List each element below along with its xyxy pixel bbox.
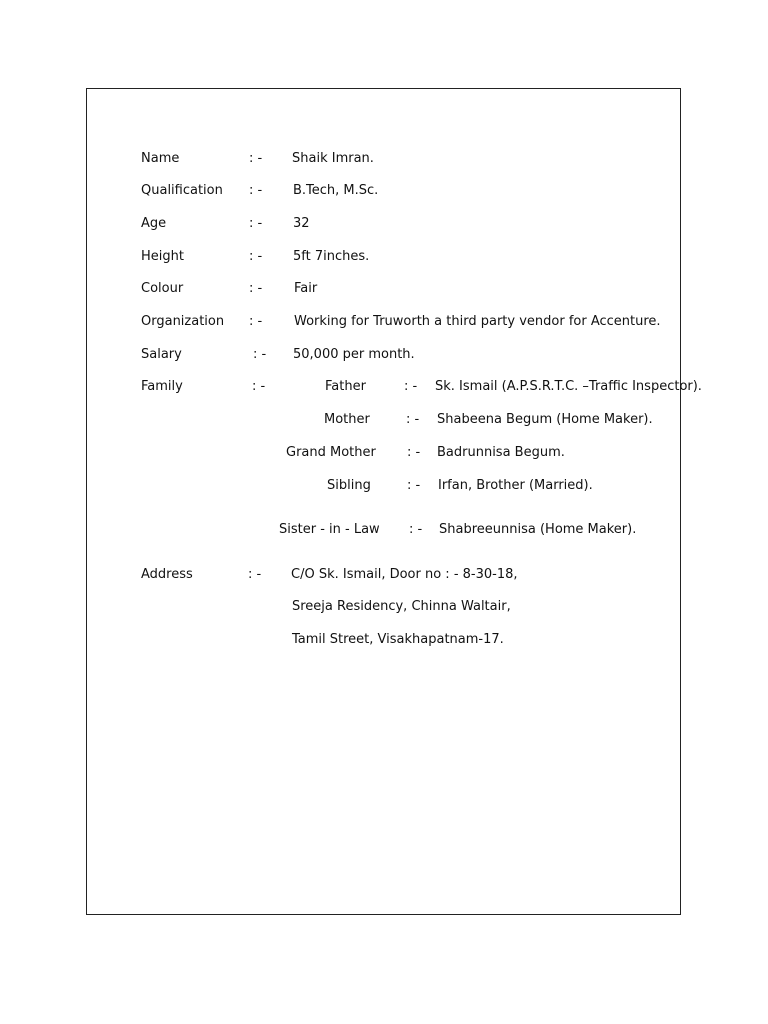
height-value: 5ft 7inches. <box>293 249 370 264</box>
salary-label: Salary <box>141 347 182 362</box>
family-father-value: Sk. Ismail (A.P.S.R.T.C. –Traffic Inspector). <box>435 379 702 394</box>
height-label: Height <box>141 249 184 264</box>
organization-separator: : - <box>249 314 263 329</box>
family-sibling-value: Irfan, Brother (Married). <box>438 478 593 493</box>
qualification-separator: : - <box>249 183 263 198</box>
organization-value: Working for Truworth a third party vendor for Accenture. <box>294 314 661 329</box>
colour-value: Fair <box>294 281 318 296</box>
name-label: Name <box>141 151 180 166</box>
height-separator: : - <box>249 249 263 264</box>
name-separator: : - <box>249 151 263 166</box>
family-father-separator: : - <box>404 379 418 394</box>
family-grandmother-separator: : - <box>407 445 421 460</box>
age-label: Age <box>141 216 167 231</box>
address-label: Address <box>141 567 193 582</box>
family-mother-relation: Mother <box>324 412 370 427</box>
family-sister-in-law-relation: Sister - in - Law <box>279 522 380 537</box>
salary-value: 50,000 per month. <box>293 347 415 362</box>
family-father-relation: Father <box>325 379 366 394</box>
organization-label: Organization <box>141 314 225 329</box>
family-label: Family <box>141 379 183 394</box>
qualification-value: B.Tech, M.Sc. <box>293 183 379 198</box>
family-grandmother-relation: Grand Mother <box>286 445 376 460</box>
family-grandmother-value: Badrunnisa Begum. <box>437 445 565 460</box>
family-mother-value: Shabeena Begum (Home Maker). <box>437 412 653 427</box>
family-sister-in-law-value: Shabreeunnisa (Home Maker). <box>439 522 637 537</box>
name-value: Shaik Imran. <box>292 151 374 166</box>
address-separator: : - <box>248 567 262 582</box>
qualification-label: Qualification <box>141 183 223 198</box>
family-sister-in-law-separator: : - <box>409 522 423 537</box>
family-sibling-separator: : - <box>407 478 421 493</box>
salary-separator: : - <box>253 347 267 362</box>
colour-label: Colour <box>141 281 184 296</box>
colour-separator: : - <box>249 281 263 296</box>
age-value: 32 <box>293 216 310 231</box>
address-line-3: Tamil Street, Visakhapatnam-17. <box>292 632 504 647</box>
document-page <box>86 88 681 915</box>
address-line-1: C/O Sk. Ismail, Door no : - 8-30-18, <box>291 567 518 582</box>
family-sibling-relation: Sibling <box>327 478 371 493</box>
age-separator: : - <box>249 216 263 231</box>
address-line-2: Sreeja Residency, Chinna Waltair, <box>292 599 511 614</box>
family-separator: : - <box>252 379 266 394</box>
family-mother-separator: : - <box>406 412 420 427</box>
